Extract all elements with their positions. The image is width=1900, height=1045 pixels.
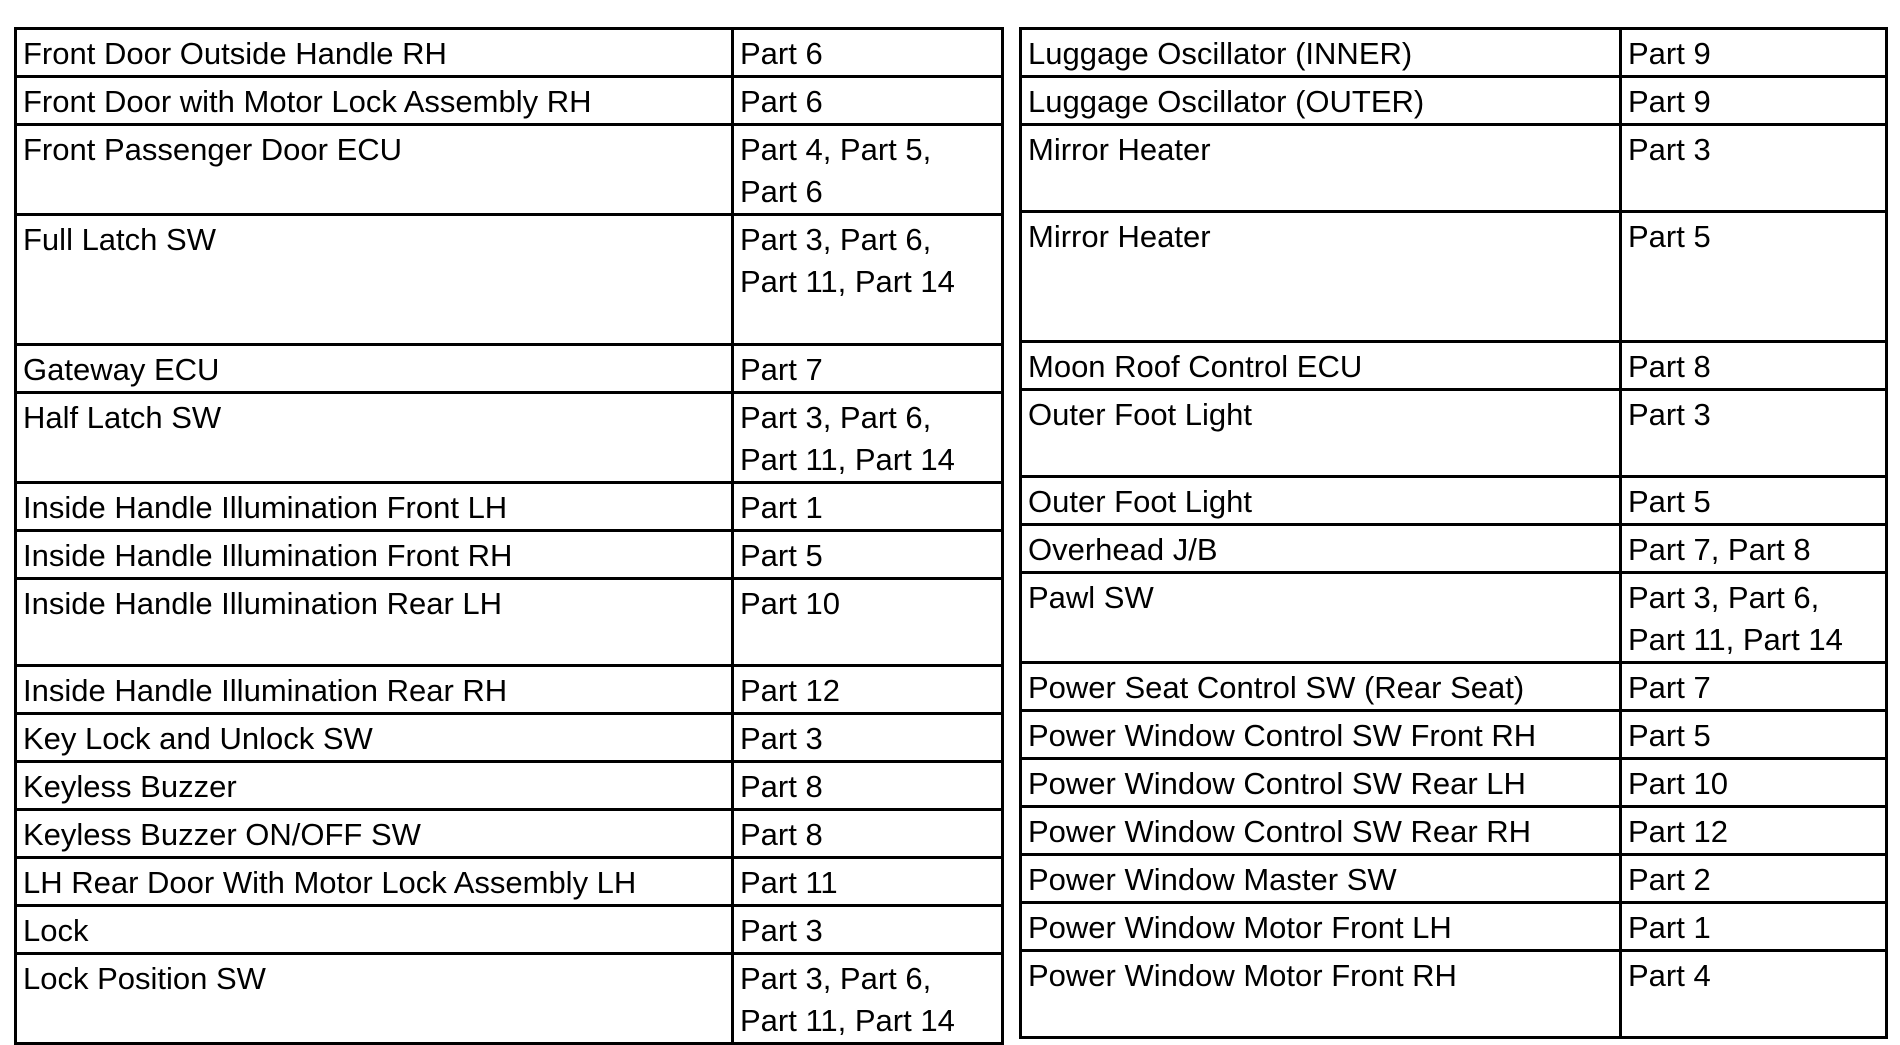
table-row: [16, 393, 1003, 483]
part-ref-cell: [733, 858, 1003, 906]
component-name-cell: Inside Handle Illumination Front LH: [16, 483, 733, 531]
component-name-cell: Power Window Control SW Rear LH: [1021, 759, 1621, 807]
part-ref-cell: [1621, 525, 1887, 573]
table-row: [1021, 212, 1887, 342]
table-row: [16, 77, 1003, 125]
part-ref-cell: [733, 215, 1003, 345]
component-name-cell: Luggage Oscillator (INNER): [1021, 29, 1621, 77]
part-ref: Part 5: [1628, 484, 1711, 519]
table-row: [16, 125, 1003, 215]
table-row: [1021, 29, 1887, 77]
component-name-cell: Pawl SW: [1021, 573, 1621, 663]
part-ref-cell: [733, 77, 1003, 125]
table-row: [16, 954, 1003, 1044]
part-ref: Part 4, Part 5,: [740, 132, 932, 167]
part-ref: Part 6: [740, 84, 823, 119]
part-ref-cell: [733, 714, 1003, 762]
component-name-cell: Moon Roof Control ECU: [1021, 342, 1621, 390]
table-row: [16, 579, 1003, 666]
part-ref-cell: [1621, 855, 1887, 903]
part-ref: Part 11, Part 14: [740, 1003, 955, 1038]
component-name-cell: Power Window Motor Front LH: [1021, 903, 1621, 951]
right-index-table: [1019, 27, 1888, 1039]
component-name-cell: Power Window Control SW Rear RH: [1021, 807, 1621, 855]
component-name-cell: Power Window Motor Front RH: [1021, 951, 1621, 1038]
part-ref-cell: [1621, 77, 1887, 125]
component-name-cell: LH Rear Door With Motor Lock Assembly LH: [16, 858, 733, 906]
part-ref: Part 3, Part 6,: [740, 222, 932, 257]
component-name-cell: Inside Handle Illumination Front RH: [16, 531, 733, 579]
part-ref-cell: [1621, 212, 1887, 342]
part-ref: Part 3: [1628, 132, 1711, 167]
part-ref: Part 3: [740, 721, 823, 756]
part-ref: Part 3: [1628, 397, 1711, 432]
table-row: [1021, 855, 1887, 903]
part-ref-cell: [1621, 663, 1887, 711]
part-ref: Part 3: [740, 913, 823, 948]
part-ref-cell: [1621, 711, 1887, 759]
table-row: [1021, 125, 1887, 212]
part-ref-cell: [733, 29, 1003, 77]
table-row: [1021, 663, 1887, 711]
part-ref: Part 8: [740, 817, 823, 852]
part-ref-cell: [733, 666, 1003, 714]
part-ref: Part 1: [1628, 910, 1711, 945]
table-row: [16, 810, 1003, 858]
part-ref-cell: [733, 483, 1003, 531]
part-ref-cell: [1621, 390, 1887, 477]
table-row: [1021, 525, 1887, 573]
component-name-cell: Mirror Heater: [1021, 212, 1621, 342]
part-ref: Part 8: [740, 769, 823, 804]
part-ref-cell: [1621, 573, 1887, 663]
component-name-cell: Outer Foot Light: [1021, 477, 1621, 525]
part-ref: Part 11, Part 14: [1628, 622, 1843, 657]
component-name-cell: Key Lock and Unlock SW: [16, 714, 733, 762]
table-row: [1021, 342, 1887, 390]
part-ref: Part 3, Part 6,: [740, 961, 932, 996]
table-row: [16, 531, 1003, 579]
table-row: [16, 666, 1003, 714]
component-name-cell: Lock: [16, 906, 733, 954]
component-name-cell: Overhead J/B: [1021, 525, 1621, 573]
part-ref: Part 11, Part 14: [740, 442, 955, 477]
component-name-cell: Inside Handle Illumination Rear LH: [16, 579, 733, 666]
component-name-cell: Luggage Oscillator (OUTER): [1021, 77, 1621, 125]
part-ref: Part 5: [740, 538, 823, 573]
part-ref: Part 7, Part 8: [1628, 532, 1811, 567]
part-ref: Part 9: [1628, 84, 1711, 119]
component-name-cell: Gateway ECU: [16, 345, 733, 393]
component-name-cell: Power Seat Control SW (Rear Seat): [1021, 663, 1621, 711]
part-ref-cell: [733, 393, 1003, 483]
part-ref: Part 2: [1628, 862, 1711, 897]
part-ref-cell: [733, 125, 1003, 215]
part-ref: Part 12: [1628, 814, 1728, 849]
part-ref: Part 11, Part 14: [740, 264, 955, 299]
part-ref-cell: [733, 345, 1003, 393]
part-ref-cell: [1621, 903, 1887, 951]
part-ref-cell: [1621, 759, 1887, 807]
part-ref-cell: [733, 579, 1003, 666]
part-ref: Part 1: [740, 490, 823, 525]
part-ref: Part 5: [1628, 718, 1711, 753]
table-row: [1021, 477, 1887, 525]
table-row: [16, 714, 1003, 762]
part-ref-cell: [1621, 951, 1887, 1038]
part-ref: Part 12: [740, 673, 840, 708]
part-ref-cell: [1621, 29, 1887, 77]
table-row: [16, 906, 1003, 954]
part-ref: Part 8: [1628, 349, 1711, 384]
part-ref: Part 9: [1628, 36, 1711, 71]
part-ref: Part 7: [1628, 670, 1711, 705]
part-ref: Part 10: [1628, 766, 1728, 801]
table-row: [1021, 759, 1887, 807]
part-ref-cell: [733, 906, 1003, 954]
component-name-cell: Full Latch SW: [16, 215, 733, 345]
part-ref: Part 10: [740, 586, 840, 621]
table-row: [16, 483, 1003, 531]
table-row: [16, 858, 1003, 906]
part-ref-cell: [1621, 477, 1887, 525]
part-ref-cell: [1621, 807, 1887, 855]
table-row: [1021, 951, 1887, 1038]
component-name-cell: Front Door Outside Handle RH: [16, 29, 733, 77]
table-row: [1021, 77, 1887, 125]
table-row: [1021, 807, 1887, 855]
table-row: [16, 29, 1003, 77]
table-row: [16, 215, 1003, 345]
part-ref: Part 7: [740, 352, 823, 387]
part-ref-cell: [733, 762, 1003, 810]
left-index-table: [14, 27, 1004, 1045]
table-row: [1021, 390, 1887, 477]
component-name-cell: Front Door with Motor Lock Assembly RH: [16, 77, 733, 125]
part-ref-cell: [1621, 125, 1887, 212]
part-ref: Part 11: [740, 865, 838, 900]
component-name-cell: Power Window Master SW: [1021, 855, 1621, 903]
component-name-cell: Keyless Buzzer ON/OFF SW: [16, 810, 733, 858]
table-row: [16, 762, 1003, 810]
component-name-cell: Outer Foot Light: [1021, 390, 1621, 477]
component-name-cell: Mirror Heater: [1021, 125, 1621, 212]
table-row: [1021, 903, 1887, 951]
component-name-cell: Lock Position SW: [16, 954, 733, 1044]
component-name-cell: Half Latch SW: [16, 393, 733, 483]
part-ref: Part 3, Part 6,: [1628, 580, 1820, 615]
component-name-cell: Front Passenger Door ECU: [16, 125, 733, 215]
part-ref-cell: [733, 531, 1003, 579]
part-ref-cell: [733, 810, 1003, 858]
part-ref-cell: [1621, 342, 1887, 390]
component-name-cell: Inside Handle Illumination Rear RH: [16, 666, 733, 714]
component-name-cell: Power Window Control SW Front RH: [1021, 711, 1621, 759]
table-row: [1021, 711, 1887, 759]
part-ref: Part 6: [740, 36, 823, 71]
table-row: [16, 345, 1003, 393]
part-ref: Part 3, Part 6,: [740, 400, 932, 435]
part-ref: Part 4: [1628, 958, 1711, 993]
part-ref: Part 5: [1628, 219, 1711, 254]
part-ref-cell: [733, 954, 1003, 1044]
table-row: [1021, 573, 1887, 663]
component-name-cell: Keyless Buzzer: [16, 762, 733, 810]
part-ref: Part 6: [740, 174, 823, 209]
